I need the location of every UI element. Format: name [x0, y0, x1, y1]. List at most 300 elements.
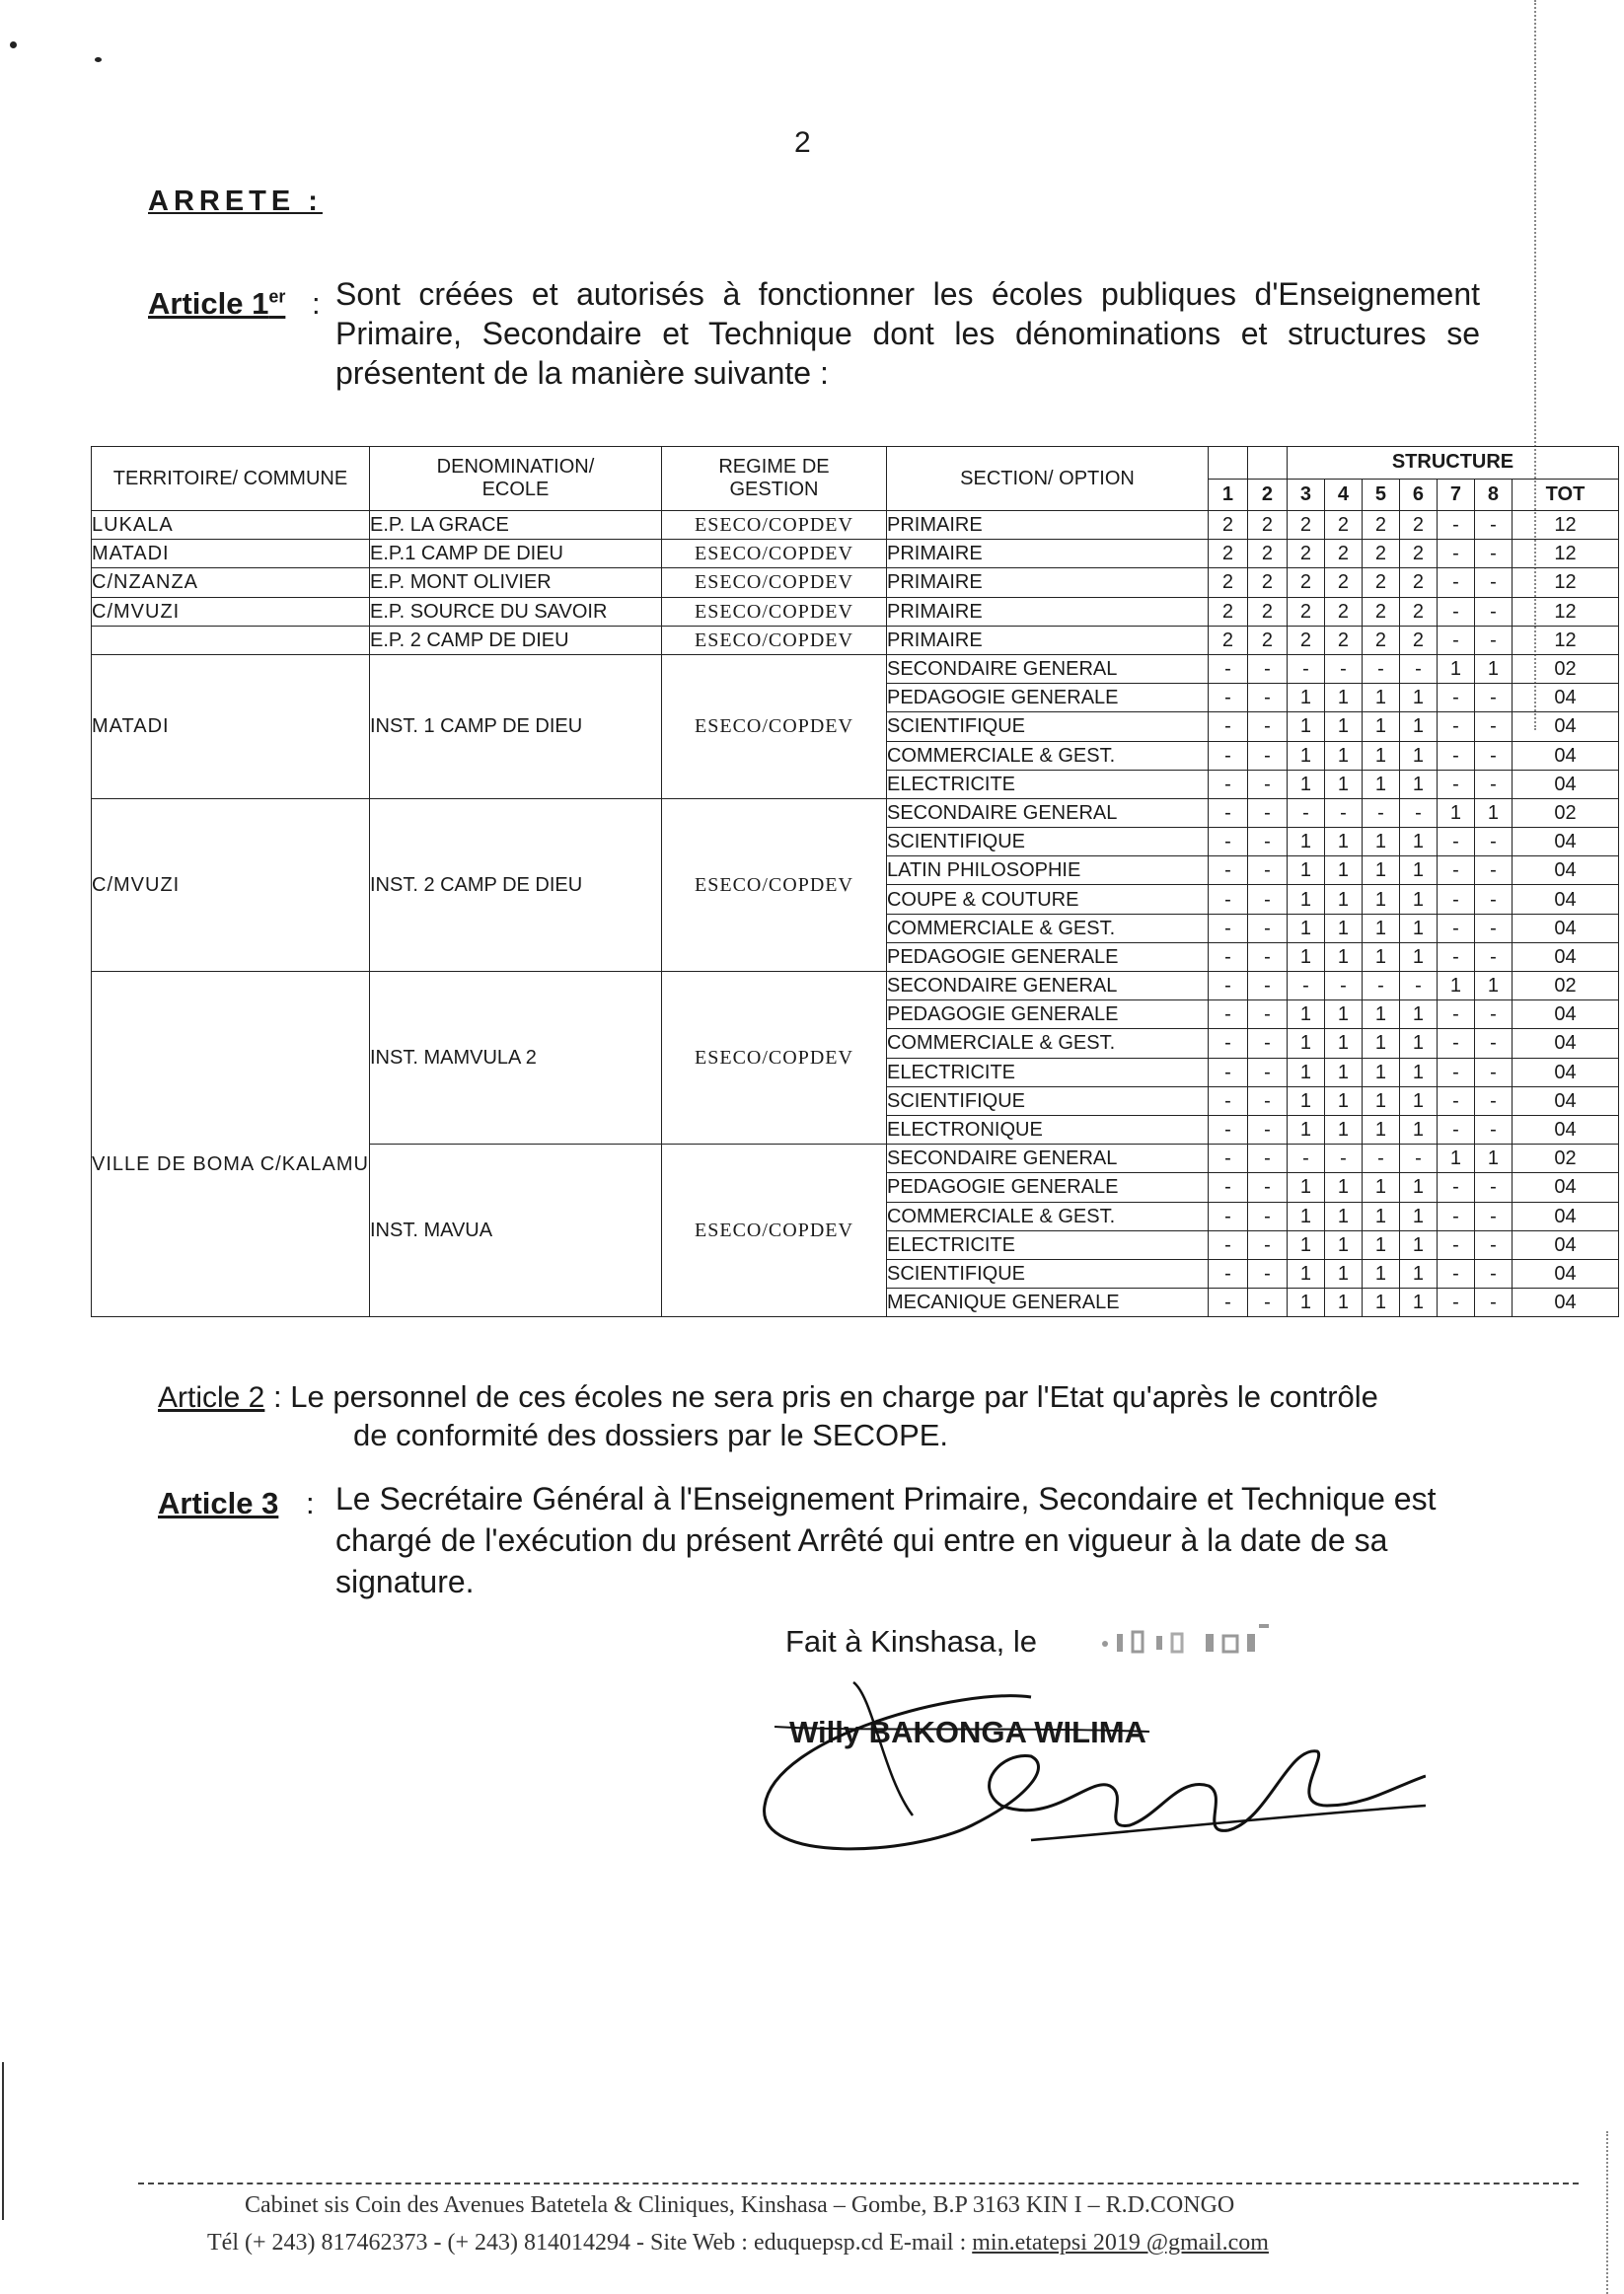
structure-cell-6: 1	[1399, 1289, 1437, 1317]
structure-cell-1: -	[1208, 1000, 1247, 1029]
regime-cell: ESECO/COPDEV	[661, 798, 886, 971]
section-cell: SCIENTIFIQUE	[886, 1086, 1208, 1115]
structure-cell-8: -	[1474, 626, 1512, 654]
header-structure-blank	[1208, 447, 1247, 480]
total-cell: 02	[1512, 1145, 1618, 1173]
structure-cell-6: 1	[1399, 1202, 1437, 1230]
total-cell: 04	[1512, 1202, 1618, 1230]
section-cell: ELECTRICITE	[886, 1230, 1208, 1259]
structure-cell-8: -	[1474, 1173, 1512, 1202]
structure-cell-5: 1	[1362, 1086, 1399, 1115]
structure-cell-4: 1	[1324, 1202, 1362, 1230]
structure-cell-1: 2	[1208, 568, 1247, 597]
header-denomination: DENOMINATION/ ECOLE	[369, 447, 661, 511]
structure-cell-7: -	[1437, 684, 1474, 712]
structure-cell-6: 1	[1399, 1086, 1437, 1115]
regime-cell: ESECO/COPDEV	[661, 1145, 886, 1317]
territoire-cell: C/MVUZI	[92, 798, 370, 971]
structure-cell-4: 2	[1324, 626, 1362, 654]
structure-cell-5: 1	[1362, 828, 1399, 856]
structure-cell-8: -	[1474, 1230, 1512, 1259]
structure-cell-7: 1	[1437, 1145, 1474, 1173]
structure-cell-3: 1	[1287, 1173, 1324, 1202]
structure-cell-6: 1	[1399, 741, 1437, 770]
header-col-tot: TOT	[1512, 479, 1618, 511]
structure-cell-4: -	[1324, 972, 1362, 1000]
structure-cell-1: -	[1208, 741, 1247, 770]
ecole-cell: E.P. LA GRACE	[369, 511, 661, 540]
total-cell: 04	[1512, 885, 1618, 914]
footer-email-link[interactable]: min.etatepsi 2019 @gmail.com	[972, 2230, 1269, 2256]
fait-a-kinshasa: Fait à Kinshasa, le	[785, 1624, 1038, 1659]
structure-cell-3: 2	[1287, 597, 1324, 626]
structure-cell-6: 2	[1399, 597, 1437, 626]
structure-cell-2: -	[1247, 654, 1287, 683]
total-cell: 02	[1512, 798, 1618, 827]
total-cell: 04	[1512, 1058, 1618, 1086]
structure-cell-5: 1	[1362, 741, 1399, 770]
structure-cell-3: 1	[1287, 741, 1324, 770]
structure-cell-4: 1	[1324, 1230, 1362, 1259]
total-cell: 04	[1512, 770, 1618, 798]
territoire-cell-boma: VILLE DE BOMA C/KALAMU	[92, 972, 370, 1317]
structure-cell-5: 1	[1362, 1173, 1399, 1202]
section-cell: PRIMAIRE	[886, 540, 1208, 568]
total-cell: 04	[1512, 828, 1618, 856]
structure-cell-2: -	[1247, 972, 1287, 1000]
structure-cell-3: 1	[1287, 856, 1324, 885]
structure-cell-7: -	[1437, 1259, 1474, 1288]
structure-cell-2: 2	[1247, 626, 1287, 654]
article3-label: Article 3	[158, 1486, 279, 1520]
structure-cell-3: -	[1287, 1145, 1324, 1173]
structure-cell-4: 1	[1324, 684, 1362, 712]
footer-contact	[207, 2230, 1269, 2257]
structure-cell-5: 1	[1362, 1029, 1399, 1058]
structure-cell-5: 1	[1362, 1000, 1399, 1029]
structure-cell-7: -	[1437, 1173, 1474, 1202]
structure-cell-7: -	[1437, 1230, 1474, 1259]
structure-cell-5: 1	[1362, 856, 1399, 885]
structure-cell-8: -	[1474, 914, 1512, 942]
header-regime: REGIME DE GESTION	[661, 447, 886, 511]
article2-colon: :	[273, 1379, 282, 1414]
structure-cell-8: -	[1474, 942, 1512, 971]
structure-cell-1: 2	[1208, 626, 1247, 654]
section-cell: PRIMAIRE	[886, 568, 1208, 597]
article2-label: Article 2	[158, 1381, 265, 1414]
structure-cell-2: 2	[1247, 511, 1287, 540]
section-cell: SCIENTIFIQUE	[886, 712, 1208, 741]
structure-cell-1: -	[1208, 885, 1247, 914]
structure-cell-1: -	[1208, 798, 1247, 827]
structure-cell-4: -	[1324, 1145, 1362, 1173]
section-cell: PEDAGOGIE GENERALE	[886, 1000, 1208, 1029]
structure-cell-6: 1	[1399, 942, 1437, 971]
section-cell: SECONDAIRE GENERAL	[886, 1145, 1208, 1173]
header-structure-blank	[1247, 447, 1287, 480]
total-cell: 04	[1512, 1000, 1618, 1029]
section-cell: PRIMAIRE	[886, 597, 1208, 626]
structure-cell-2: -	[1247, 1029, 1287, 1058]
section-cell: PEDAGOGIE GENERALE	[886, 942, 1208, 971]
total-cell: 04	[1512, 914, 1618, 942]
structure-cell-1: -	[1208, 1173, 1247, 1202]
structure-cell-6: 1	[1399, 684, 1437, 712]
structure-cell-6: 1	[1399, 885, 1437, 914]
structure-cell-1: -	[1208, 712, 1247, 741]
section-cell: MECANIQUE GENERALE	[886, 1289, 1208, 1317]
article1-text: Sont créées et autorisés à fonctionner les écoles publiques d'Enseignement Primaire, Secondaire et Technique dont les dénominations et structures se présentent de la manière suivante :	[335, 276, 1480, 391]
structure-cell-7: 1	[1437, 972, 1474, 1000]
structure-cell-2: -	[1247, 1000, 1287, 1029]
structure-cell-2: -	[1247, 1086, 1287, 1115]
structure-cell-3: 1	[1287, 1086, 1324, 1115]
regime-cell: ESECO/COPDEV	[661, 597, 886, 626]
structure-cell-4: 1	[1324, 1086, 1362, 1115]
territoire-cell: MATADI	[92, 540, 370, 568]
structure-cell-2: -	[1247, 712, 1287, 741]
regime-cell: ESECO/COPDEV	[661, 511, 886, 540]
arrete-title: ARRETE :	[148, 185, 323, 217]
scan-speck	[10, 41, 17, 48]
date-stamp	[1095, 1622, 1292, 1662]
section-cell: LATIN PHILOSOPHIE	[886, 856, 1208, 885]
structure-cell-8: 1	[1474, 1145, 1512, 1173]
structure-cell-6: 2	[1399, 540, 1437, 568]
structure-cell-5: 1	[1362, 684, 1399, 712]
structure-cell-5: 1	[1362, 712, 1399, 741]
structure-cell-5: 1	[1362, 770, 1399, 798]
structure-cell-5: -	[1362, 1145, 1399, 1173]
structure-cell-5: -	[1362, 798, 1399, 827]
header-col-5: 5	[1362, 479, 1399, 511]
structure-cell-7: -	[1437, 856, 1474, 885]
structure-cell-5: 1	[1362, 1289, 1399, 1317]
structure-cell-8: -	[1474, 684, 1512, 712]
header-col-2: 2	[1247, 479, 1287, 511]
structure-table	[91, 446, 1619, 1317]
structure-cell-3: 2	[1287, 540, 1324, 568]
structure-cell-2: -	[1247, 1289, 1287, 1317]
section-cell: PRIMAIRE	[886, 626, 1208, 654]
structure-cell-7: -	[1437, 1202, 1474, 1230]
structure-cell-1: -	[1208, 770, 1247, 798]
structure-cell-1: -	[1208, 1115, 1247, 1144]
structure-cell-4: -	[1324, 654, 1362, 683]
total-cell: 04	[1512, 712, 1618, 741]
total-cell: 02	[1512, 654, 1618, 683]
structure-cell-5: 1	[1362, 914, 1399, 942]
regime-cell: ESECO/COPDEV	[661, 568, 886, 597]
structure-cell-3: 1	[1287, 1115, 1324, 1144]
structure-cell-2: -	[1247, 1202, 1287, 1230]
structure-cell-8: -	[1474, 568, 1512, 597]
structure-cell-8: -	[1474, 1058, 1512, 1086]
page-number: 2	[794, 126, 811, 159]
ecole-cell: INST. 2 CAMP DE DIEU	[369, 798, 661, 971]
structure-cell-3: 1	[1287, 1000, 1324, 1029]
structure-cell-2: -	[1247, 942, 1287, 971]
total-cell: 04	[1512, 1086, 1618, 1115]
structure-cell-1: -	[1208, 914, 1247, 942]
structure-cell-2: 2	[1247, 540, 1287, 568]
structure-cell-6: 2	[1399, 626, 1437, 654]
structure-cell-7: -	[1437, 1289, 1474, 1317]
total-cell: 04	[1512, 1173, 1618, 1202]
total-cell: 04	[1512, 1230, 1618, 1259]
structure-cell-3: 1	[1287, 770, 1324, 798]
structure-cell-2: 2	[1247, 597, 1287, 626]
structure-cell-6: 1	[1399, 1173, 1437, 1202]
section-cell: PEDAGOGIE GENERALE	[886, 684, 1208, 712]
structure-cell-5: 1	[1362, 1230, 1399, 1259]
structure-cell-6: 1	[1399, 856, 1437, 885]
structure-cell-6: 2	[1399, 568, 1437, 597]
structure-cell-3: 2	[1287, 511, 1324, 540]
structure-cell-7: -	[1437, 626, 1474, 654]
total-cell: 12	[1512, 597, 1618, 626]
section-cell: SCIENTIFIQUE	[886, 828, 1208, 856]
header-col-6: 6	[1399, 479, 1437, 511]
article1-colon: :	[312, 286, 321, 321]
structure-cell-3: 1	[1287, 1058, 1324, 1086]
total-cell: 04	[1512, 741, 1618, 770]
table-row	[92, 597, 1619, 626]
structure-cell-2: -	[1247, 1145, 1287, 1173]
structure-cell-1: 2	[1208, 511, 1247, 540]
structure-cell-7: -	[1437, 568, 1474, 597]
structure-cell-3: -	[1287, 972, 1324, 1000]
header-col-7: 7	[1437, 479, 1474, 511]
footer-phone-web: Tél (+ 243) 817462373 - (+ 243) 814014294 - Site Web : eduquepsp.cd E-mail :	[207, 2230, 973, 2256]
structure-cell-4: 1	[1324, 770, 1362, 798]
section-cell: COMMERCIALE & GEST.	[886, 1029, 1208, 1058]
structure-cell-3: 1	[1287, 942, 1324, 971]
structure-cell-2: -	[1247, 1115, 1287, 1144]
structure-cell-3: 1	[1287, 914, 1324, 942]
structure-cell-8: -	[1474, 511, 1512, 540]
structure-cell-3: -	[1287, 798, 1324, 827]
structure-cell-7: -	[1437, 540, 1474, 568]
structure-cell-5: 2	[1362, 540, 1399, 568]
structure-cell-1: -	[1208, 1289, 1247, 1317]
structure-cell-4: 1	[1324, 1259, 1362, 1288]
structure-cell-1: -	[1208, 654, 1247, 683]
table-body	[92, 511, 1619, 1317]
structure-cell-6: -	[1399, 972, 1437, 1000]
structure-cell-6: 1	[1399, 1000, 1437, 1029]
scan-speck	[95, 57, 102, 62]
structure-cell-4: -	[1324, 798, 1362, 827]
section-cell: PRIMAIRE	[886, 511, 1208, 540]
total-cell: 04	[1512, 856, 1618, 885]
structure-cell-5: 1	[1362, 1058, 1399, 1086]
structure-cell-4: 1	[1324, 1029, 1362, 1058]
structure-cell-4: 1	[1324, 914, 1362, 942]
structure-cell-7: -	[1437, 741, 1474, 770]
total-cell: 04	[1512, 1029, 1618, 1058]
structure-cell-4: 1	[1324, 885, 1362, 914]
structure-cell-7: 1	[1437, 654, 1474, 683]
territoire-cell: LUKALA	[92, 511, 370, 540]
structure-cell-8: -	[1474, 1115, 1512, 1144]
table-row	[92, 972, 1619, 1000]
structure-cell-6: 1	[1399, 1115, 1437, 1144]
ecole-cell: INST. MAMVULA 2	[369, 972, 661, 1145]
structure-cell-7: -	[1437, 828, 1474, 856]
structure-cell-7: -	[1437, 885, 1474, 914]
structure-cell-8: -	[1474, 885, 1512, 914]
structure-cell-3: 1	[1287, 712, 1324, 741]
structure-cell-8: -	[1474, 1000, 1512, 1029]
structure-cell-3: 1	[1287, 885, 1324, 914]
structure-cell-2: -	[1247, 798, 1287, 827]
structure-cell-2: -	[1247, 1259, 1287, 1288]
structure-cell-8: -	[1474, 1289, 1512, 1317]
ecole-cell: INST. MAVUA	[369, 1145, 661, 1317]
structure-cell-8: 1	[1474, 798, 1512, 827]
total-cell: 12	[1512, 568, 1618, 597]
table-row	[92, 798, 1619, 827]
structure-cell-4: 1	[1324, 741, 1362, 770]
structure-cell-2: -	[1247, 828, 1287, 856]
section-cell: COMMERCIALE & GEST.	[886, 741, 1208, 770]
structure-cell-8: -	[1474, 1086, 1512, 1115]
table-row	[92, 540, 1619, 568]
total-cell: 12	[1512, 511, 1618, 540]
structure-cell-4: 1	[1324, 1058, 1362, 1086]
structure-cell-6: 1	[1399, 1259, 1437, 1288]
scan-left-edge	[2, 2062, 4, 2220]
structure-cell-8: -	[1474, 828, 1512, 856]
structure-cell-8: -	[1474, 597, 1512, 626]
article2-text-line1: Le personnel de ces écoles ne sera pris en charge par l'Etat qu'après le contrôle	[290, 1379, 1378, 1414]
structure-cell-8: 1	[1474, 654, 1512, 683]
structure-cell-5: 2	[1362, 626, 1399, 654]
territoire-cell: MATADI	[92, 654, 370, 798]
structure-cell-6: -	[1399, 1145, 1437, 1173]
structure-cell-2: -	[1247, 1173, 1287, 1202]
structure-cell-6: 1	[1399, 1058, 1437, 1086]
structure-cell-5: 2	[1362, 568, 1399, 597]
structure-cell-4: 1	[1324, 856, 1362, 885]
structure-cell-3: 1	[1287, 1029, 1324, 1058]
header-territoire: TERRITOIRE/ COMMUNE	[92, 447, 370, 511]
structure-cell-4: 1	[1324, 942, 1362, 971]
structure-cell-1: -	[1208, 1029, 1247, 1058]
structure-cell-5: 1	[1362, 1115, 1399, 1144]
header-col-8: 8	[1474, 479, 1512, 511]
table-row	[92, 568, 1619, 597]
structure-cell-8: -	[1474, 540, 1512, 568]
section-cell: ELECTRICITE	[886, 1058, 1208, 1086]
structure-cell-8: -	[1474, 856, 1512, 885]
regime-cell: ESECO/COPDEV	[661, 654, 886, 798]
structure-cell-1: -	[1208, 1202, 1247, 1230]
structure-cell-4: 2	[1324, 511, 1362, 540]
structure-cell-4: 1	[1324, 1289, 1362, 1317]
structure-cell-5: 1	[1362, 942, 1399, 971]
structure-cell-7: -	[1437, 1115, 1474, 1144]
structure-cell-2: -	[1247, 1058, 1287, 1086]
table-row	[92, 654, 1619, 683]
structure-cell-3: 2	[1287, 568, 1324, 597]
section-cell: SECONDAIRE GENERAL	[886, 654, 1208, 683]
structure-cell-6: 1	[1399, 712, 1437, 741]
territoire-cell	[92, 626, 370, 654]
structure-cell-1: -	[1208, 1145, 1247, 1173]
section-cell: ELECTRICITE	[886, 770, 1208, 798]
article1-label	[148, 286, 285, 322]
structure-cell-6: 1	[1399, 1029, 1437, 1058]
structure-cell-1: 2	[1208, 540, 1247, 568]
article1-label-sup: er	[268, 286, 286, 307]
structure-cell-6: 1	[1399, 770, 1437, 798]
structure-cell-7: -	[1437, 914, 1474, 942]
regime-cell: ESECO/COPDEV	[661, 972, 886, 1145]
structure-cell-4: 2	[1324, 540, 1362, 568]
table-row	[92, 626, 1619, 654]
structure-cell-7: -	[1437, 1086, 1474, 1115]
structure-cell-7: 1	[1437, 798, 1474, 827]
structure-cell-1: -	[1208, 1259, 1247, 1288]
section-cell: SCIENTIFIQUE	[886, 1259, 1208, 1288]
total-cell: 12	[1512, 626, 1618, 654]
article2-text-line2: de conformité des dossiers par le SECOPE.	[353, 1418, 949, 1452]
structure-cell-8: -	[1474, 1202, 1512, 1230]
structure-cell-1: -	[1208, 942, 1247, 971]
structure-cell-3: 1	[1287, 1289, 1324, 1317]
ecole-cell: INST. 1 CAMP DE DIEU	[369, 654, 661, 798]
section-cell: PEDAGOGIE GENERALE	[886, 1173, 1208, 1202]
scan-edge-marks-bottom	[1606, 2131, 1610, 2294]
structure-cell-8: -	[1474, 1029, 1512, 1058]
structure-cell-5: 1	[1362, 1202, 1399, 1230]
structure-cell-4: 2	[1324, 568, 1362, 597]
structure-cell-2: -	[1247, 770, 1287, 798]
header-col-3: 3	[1287, 479, 1324, 511]
structure-cell-4: 1	[1324, 1115, 1362, 1144]
header-col-1: 1	[1208, 479, 1247, 511]
structure-cell-1: -	[1208, 1086, 1247, 1115]
structure-cell-6: -	[1399, 654, 1437, 683]
structure-cell-6: 1	[1399, 828, 1437, 856]
structure-cell-3: 1	[1287, 1259, 1324, 1288]
structure-cell-5: 1	[1362, 1259, 1399, 1288]
regime-cell: ESECO/COPDEV	[661, 626, 886, 654]
structure-cell-7: -	[1437, 511, 1474, 540]
structure-cell-2: -	[1247, 885, 1287, 914]
structure-cell-4: 1	[1324, 712, 1362, 741]
header-col-4: 4	[1324, 479, 1362, 511]
section-cell: COMMERCIALE & GEST.	[886, 1202, 1208, 1230]
structure-cell-1: -	[1208, 1058, 1247, 1086]
table-row	[92, 511, 1619, 540]
section-cell: SECONDAIRE GENERAL	[886, 972, 1208, 1000]
territoire-cell: C/MVUZI	[92, 597, 370, 626]
structure-cell-8: -	[1474, 770, 1512, 798]
structure-cell-7: -	[1437, 712, 1474, 741]
article2	[158, 1376, 1490, 1419]
structure-cell-1: -	[1208, 856, 1247, 885]
structure-cell-3: 1	[1287, 684, 1324, 712]
total-cell: 04	[1512, 1289, 1618, 1317]
structure-cell-8: -	[1474, 712, 1512, 741]
structure-cell-5: 2	[1362, 511, 1399, 540]
structure-cell-1: -	[1208, 684, 1247, 712]
structure-cell-4: 1	[1324, 1173, 1362, 1202]
